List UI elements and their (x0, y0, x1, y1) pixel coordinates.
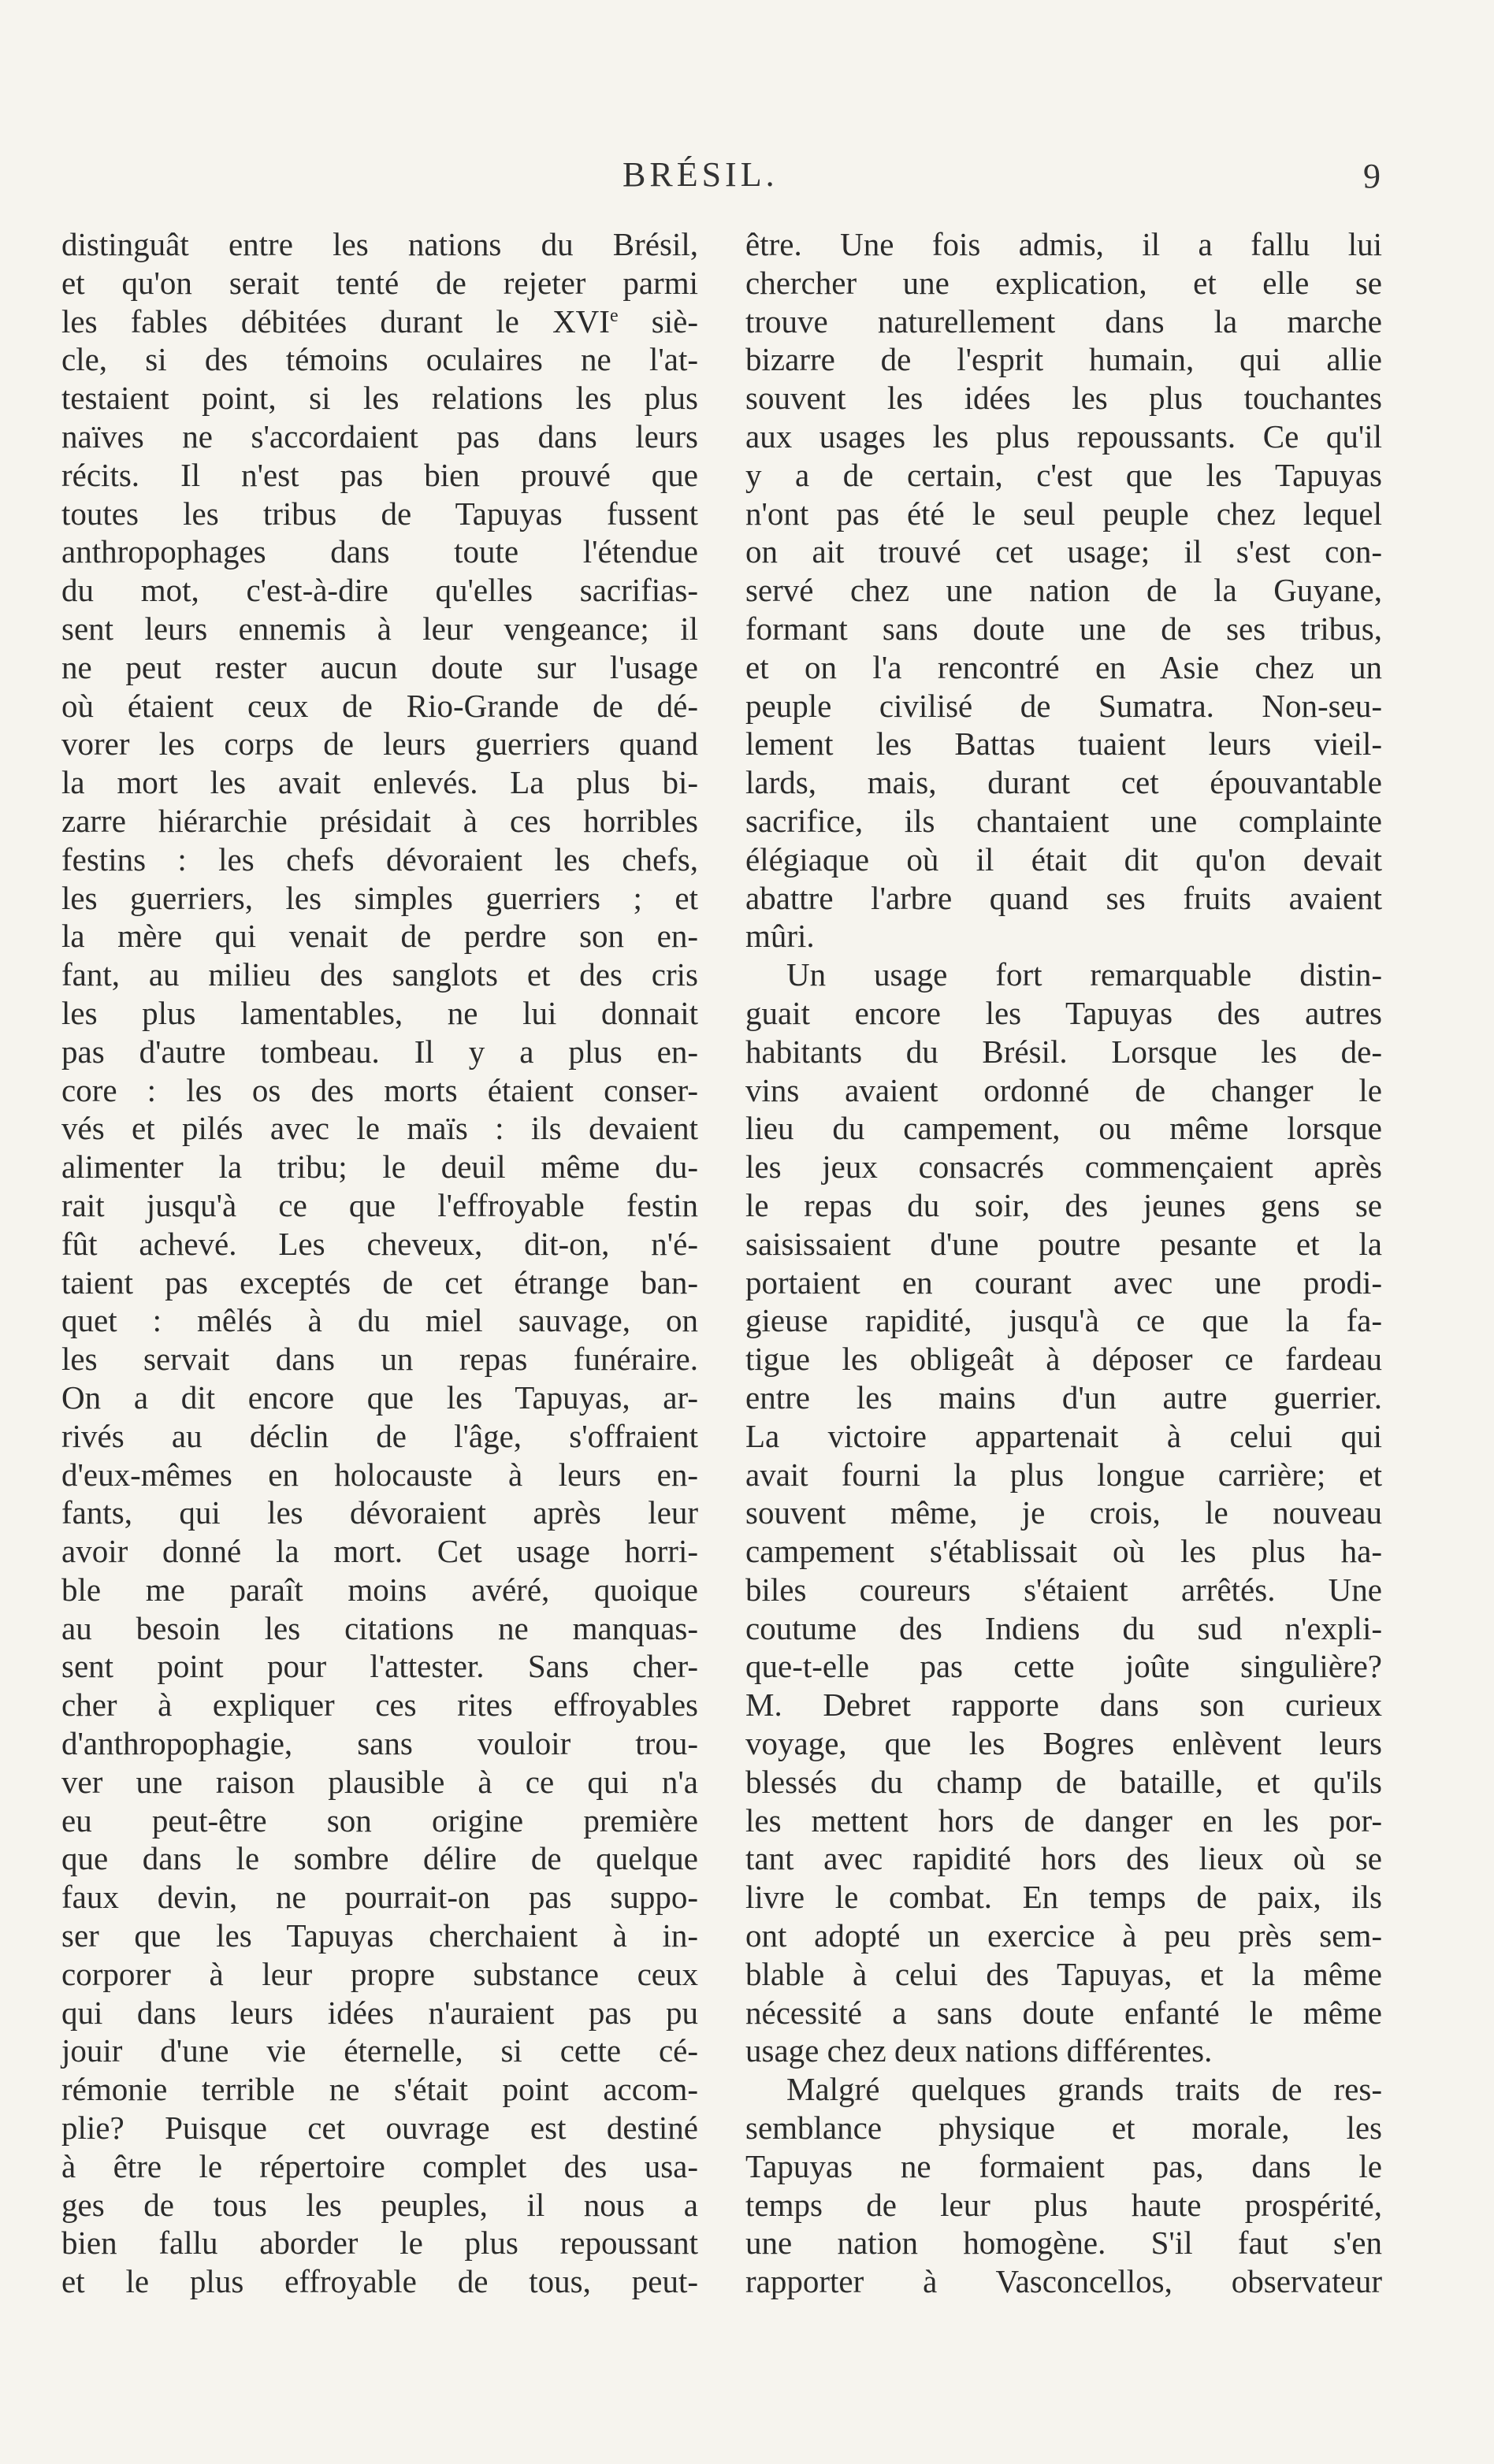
text-line: avait fourni la plus longue carrière; et (745, 1456, 1382, 1493)
text-line: élégiaque où il était dit qu'on devait (745, 841, 1382, 878)
text-line: livre le combat. En temps de paix, ils (745, 1879, 1382, 1916)
text-line: être. Une fois admis, il a fallu lui (745, 226, 1382, 262)
text-line: saisissaient d'une poutre pesante et la (745, 1225, 1382, 1262)
text-line: M. Debret rapporte dans son curieux (745, 1687, 1382, 1724)
text-line: faux devin, ne pourrait-on pas suppo- (61, 1879, 698, 1916)
text-line: formant sans doute une de ses tribus, (745, 610, 1382, 647)
text-line: La victoire appartenait à celui qui (745, 1417, 1382, 1454)
text-line: n'ont pas été le seul peuple chez lequel (745, 495, 1382, 532)
text-line: ver une raison plausible à ce qui n'a (61, 1763, 698, 1800)
text-line: distinguât entre les nations du Brésil, (61, 226, 698, 262)
text-line: rivés au déclin de l'âge, s'offraient (61, 1417, 698, 1454)
text-line: et on l'a rencontré en Asie chez un (745, 648, 1382, 685)
text-line: sent leurs ennemis à leur vengeance; il (61, 610, 698, 647)
text-line: aux usages les plus repoussants. Ce qu'il (745, 417, 1382, 455)
text-line: souvent les idées les plus touchantes (745, 380, 1382, 417)
text-line: les plus lamentables, ne lui donnait (61, 994, 698, 1031)
text-line: voyage, que les Bogres enlèvent leurs (745, 1725, 1382, 1762)
text-line: core : les os des morts étaient conser- (61, 1071, 698, 1108)
superscript: e (609, 305, 619, 326)
text-line: alimenter la tribu; le deuil même du- (61, 1149, 698, 1186)
text-line: corporer à leur propre substance ceux (61, 1955, 698, 1992)
text-line: bizarre de l'esprit humain, qui allie (745, 341, 1382, 378)
text-line: festins : les chefs dévoraient les chefs, (61, 841, 698, 878)
text-line: sacrifice, ils chantaient une complainte (745, 802, 1382, 839)
text-line: guait encore les Tapuyas des autres (745, 994, 1382, 1031)
text-line: avoir donné la mort. Cet usage horri- (61, 1533, 698, 1570)
text-line: fants, qui les dévoraient après leur (61, 1494, 698, 1531)
text-line: plie? Puisque cet ouvrage est destiné (61, 2110, 698, 2147)
text-line: gieuse rapidité, jusqu'à ce que la fa- (745, 1302, 1382, 1339)
text-line: fant, au milieu des sanglots et des cris (61, 956, 698, 993)
text-line: cher à expliquer ces rites effroyables (61, 1687, 698, 1724)
text-line: temps de leur plus haute prospérité, (745, 2186, 1382, 2223)
text-line: On a dit encore que les Tapuyas, ar- (61, 1379, 698, 1416)
text-line: peuple civilisé de Sumatra. Non-seu- (745, 687, 1382, 724)
text-line: la mort les avait enlevés. La plus bi- (61, 764, 698, 801)
text-line: entre les mains d'un autre guerrier. (745, 1379, 1382, 1416)
text-line: ges de tous les peuples, il nous a (61, 2186, 698, 2223)
text-line: le repas du soir, des jeunes gens se (745, 1186, 1382, 1223)
text-line: eu peut-être son origine première (61, 1802, 698, 1839)
text-line: tant avec rapidité hors des lieux où se (745, 1840, 1382, 1877)
text-line: jouir d'une vie éternelle, si cette cé- (61, 2032, 698, 2069)
text-line-part: les fables débitées durant le XVI (61, 302, 610, 340)
text-line: les servait dans un repas funéraire. (61, 1341, 698, 1378)
text-line: vins avaient ordonné de changer le (745, 1071, 1382, 1108)
text-line: chercher une explication, et elle se (745, 264, 1382, 301)
text-line: d'eux-mêmes en holocauste à leurs en- (61, 1456, 698, 1493)
text-line: au besoin les citations ne manquas- (61, 1609, 698, 1646)
text-line: zarre hiérarchie présidait à ces horribles (61, 802, 698, 839)
text-line: et qu'on serait tenté de rejeter parmi (61, 264, 698, 301)
text-line: nécessité a sans doute enfanté le même (745, 1994, 1382, 2031)
text-line: on ait trouvé cet usage; il s'est con- (745, 533, 1382, 570)
text-line: mûri. (745, 918, 815, 955)
text-line: fût achevé. Les cheveux, dit-on, n'é- (61, 1225, 698, 1262)
text-line: y a de certain, c'est que les Tapuyas (745, 456, 1382, 493)
text-line (61, 302, 698, 341)
text-line: biles coureurs s'étaient arrêtés. Une (745, 1571, 1382, 1608)
text-line: campement s'établissait où les plus ha- (745, 1533, 1382, 1570)
text-line: rapporter à Vasconcellos, observateur (745, 2263, 1382, 2300)
text-line: d'anthropophagie, sans vouloir trou- (61, 1725, 698, 1762)
paragraph-start-line: Malgré quelques grands traits de res- (786, 2071, 1382, 2108)
text-line: quet : mêlés à du miel sauvage, on (61, 1302, 698, 1339)
text-line: que-t-elle pas cette joûte singulière? (745, 1648, 1382, 1685)
text-line: coutume des Indiens du sud n'expli- (745, 1609, 1382, 1646)
right-column (745, 225, 1382, 2301)
page-header (0, 154, 1494, 210)
text-line: à être le répertoire complet des usa- (61, 2147, 698, 2184)
text-line: testaient point, si les relations les plus (61, 380, 698, 417)
running-title: BRÉSIL. (622, 155, 779, 194)
text-line: toutes les tribus de Tapuyas fussent (61, 495, 698, 532)
text-line: les guerriers, les simples guerriers ; et (61, 879, 698, 916)
left-column (61, 225, 698, 2301)
text-line: ont adopté un exercice à peu près sem- (745, 1917, 1382, 1954)
text-line-part: siè- (618, 302, 698, 340)
text-line: du mot, c'est-à-dire qu'elles sacrifias- (61, 572, 698, 609)
text-line: une nation homogène. S'il faut s'en (745, 2225, 1382, 2262)
text-line: portaient en courant avec une prodi- (745, 1264, 1382, 1301)
text-line: semblance physique et morale, les (745, 2110, 1382, 2147)
text-line: sent point pour l'attester. Sans cher- (61, 1648, 698, 1685)
text-line: trouve naturellement dans la marche (745, 302, 1382, 340)
text-line: vorer les corps de leurs guerriers quand (61, 725, 698, 763)
text-line: bien fallu aborder le plus repoussant (61, 2225, 698, 2262)
text-line: où étaient ceux de Rio-Grande de dé- (61, 687, 698, 724)
text-line: ble me paraît moins avéré, quoique (61, 1571, 698, 1608)
text-line: naïves ne s'accordaient pas dans leurs (61, 417, 698, 455)
text-line: ne peut rester aucun doute sur l'usage (61, 648, 698, 685)
text-line: usage chez deux nations différentes. (745, 2032, 1213, 2069)
text-line: les jeux consacrés commençaient après (745, 1149, 1382, 1186)
text-line: qui dans leurs idées n'auraient pas pu (61, 1994, 698, 2031)
text-line: blable à celui des Tapuyas, et la même (745, 1955, 1382, 1992)
text-line: rait jusqu'à ce que l'effroyable festin (61, 1186, 698, 1223)
text-line: récits. Il n'est pas bien prouvé que (61, 456, 698, 493)
text-line: lement les Battas tuaient leurs vieil- (745, 725, 1382, 763)
text-line: vés et pilés avec le maïs : ils devaient (61, 1110, 698, 1147)
text-line: blessés du champ de bataille, et qu'ils (745, 1763, 1382, 1800)
text-line: pas d'autre tombeau. Il y a plus en- (61, 1033, 698, 1070)
text-line: Tapuyas ne formaient pas, dans le (745, 2147, 1382, 2184)
text-line: les mettent hors de danger en les por- (745, 1802, 1382, 1839)
text-line: rémonie terrible ne s'était point accom- (61, 2071, 698, 2108)
text-line: habitants du Brésil. Lorsque les de- (745, 1033, 1382, 1070)
text-line: anthropophages dans toute l'étendue (61, 533, 698, 570)
text-line: cle, si des témoins oculaires ne l'at- (61, 341, 698, 378)
text-line: taient pas exceptés de cet étrange ban- (61, 1264, 698, 1301)
text-line: servé chez une nation de la Guyane, (745, 572, 1382, 609)
text-line: souvent même, je crois, le nouveau (745, 1494, 1382, 1531)
text-line: lieu du campement, ou même lorsque (745, 1110, 1382, 1147)
text-line: abattre l'arbre quand ses fruits avaient (745, 879, 1382, 916)
paragraph-start-line: Un usage fort remarquable distin- (786, 956, 1382, 993)
text-line: ser que les Tapuyas cherchaient à in- (61, 1917, 698, 1954)
text-line: tigue les obligeât à déposer ce fardeau (745, 1341, 1382, 1378)
text-line: que dans le sombre délire de quelque (61, 1840, 698, 1877)
text-line: et le plus effroyable de tous, peut- (61, 2263, 698, 2300)
text-line: lards, mais, durant cet épouvantable (745, 764, 1382, 801)
text-line: la mère qui venait de perdre son en- (61, 918, 698, 955)
page-number: 9 (1363, 157, 1381, 195)
